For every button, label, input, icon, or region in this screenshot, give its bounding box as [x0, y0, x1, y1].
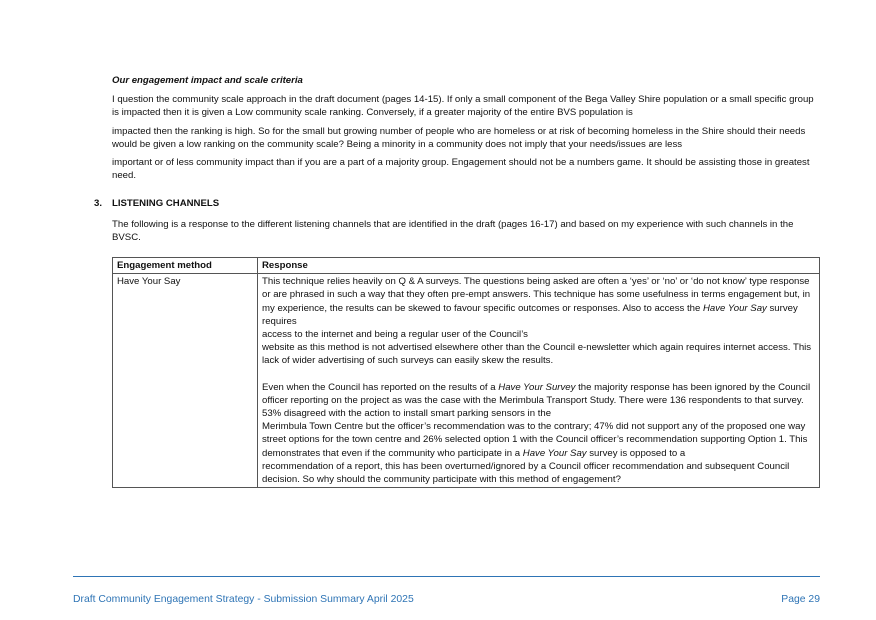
criteria-paragraph-3: important or of less community impact than if you are a part of a majority group. Engagement should not be a numbers game. It should be assisting those in greatest need.	[112, 157, 810, 182]
response-cell	[258, 274, 820, 488]
response-line: officer reporting on the project as was the case with the Merimbula Transport Study. There were 136 respondents to that survey. 53% disagreed with the action to install smart parking sensors in the	[262, 394, 804, 420]
criteria-paragraph-2: impacted then the ranking is high. So for the small but growing number of people who are homeless or at risk of becoming homeless in the Shire should their needs would be given a low ranking on the community scale? Being a minority in a community does not imply that your needs/issues are less	[112, 125, 806, 150]
response-line: access to the internet and being a regular user of the Council’s	[262, 329, 528, 341]
page-content	[94, 74, 820, 488]
method-cell: Have Your Say	[113, 274, 258, 488]
header-engagement-method: Engagement method	[113, 258, 258, 274]
footer-title: Draft Community Engagement Strategy - Submission Summary April 2025	[73, 594, 414, 605]
section-title: LISTENING CHANNELS	[112, 198, 220, 210]
response-line: recommendation of a report, this has been overturned/ignored by a Council officer recommendation and subsequent Council decision. So why should the community participate with this method of engagement?	[262, 460, 790, 486]
criteria-heading: Our engagement impact and scale criteria	[112, 75, 303, 86]
response-line: Even when the Council has reported on the results of a Have Your Survey the majority response has been ignored by the Council	[262, 381, 811, 393]
page-number: Page 29	[781, 594, 820, 605]
header-response: Response	[258, 258, 820, 274]
criteria-paragraph-1: I question the community scale approach in the draft document (pages 14-15). If only a small component of the Bega Valley Shire population or a small specific group is impacted then it is given a Low community scale ranking. Conversely, if a greater majority of the entire BVS population is	[112, 94, 814, 119]
response-line: street options for the town centre and 26% selected option 1 with the Council officer’s recommendation supporting Option 1. This	[262, 434, 808, 446]
engagement-table	[112, 257, 820, 488]
section-number: 3.	[94, 198, 103, 210]
table-header-row	[113, 258, 820, 274]
table-row	[113, 274, 820, 488]
response-line: demonstrates that even if the community who participate in a Have Your Say survey is opposed to a	[262, 447, 686, 459]
response-line: This technique relies heavily on Q & A surveys. The questions being asked are often a ‘yes’ or ‘no’ or ‘do not know’ type response or are phrased in such a way that they often pre-empt answers. This technique has some usefulness in terms engagement but, in my experience, the results can be skewed to favour specific outcomes or responses. Also to access the Have Your Say survey requires	[262, 276, 811, 327]
response-line: Merimbula Town Centre but the officer’s recommendation was to the contrary; 47% did not support any of the proposed one way	[262, 421, 806, 433]
response-line: website as this method is not advertised elsewhere other than the Council e-newsletter which again requires internet access. This lack of wider advertising of such surveys can easily skew the results.	[262, 342, 812, 367]
listening-channels-heading	[94, 197, 820, 210]
footer-divider	[73, 576, 820, 577]
listening-intro: The following is a response to the different listening channels that are identified in the draft (pages 16-17) and based on my experience with such channels in the BVSC.	[112, 218, 794, 243]
